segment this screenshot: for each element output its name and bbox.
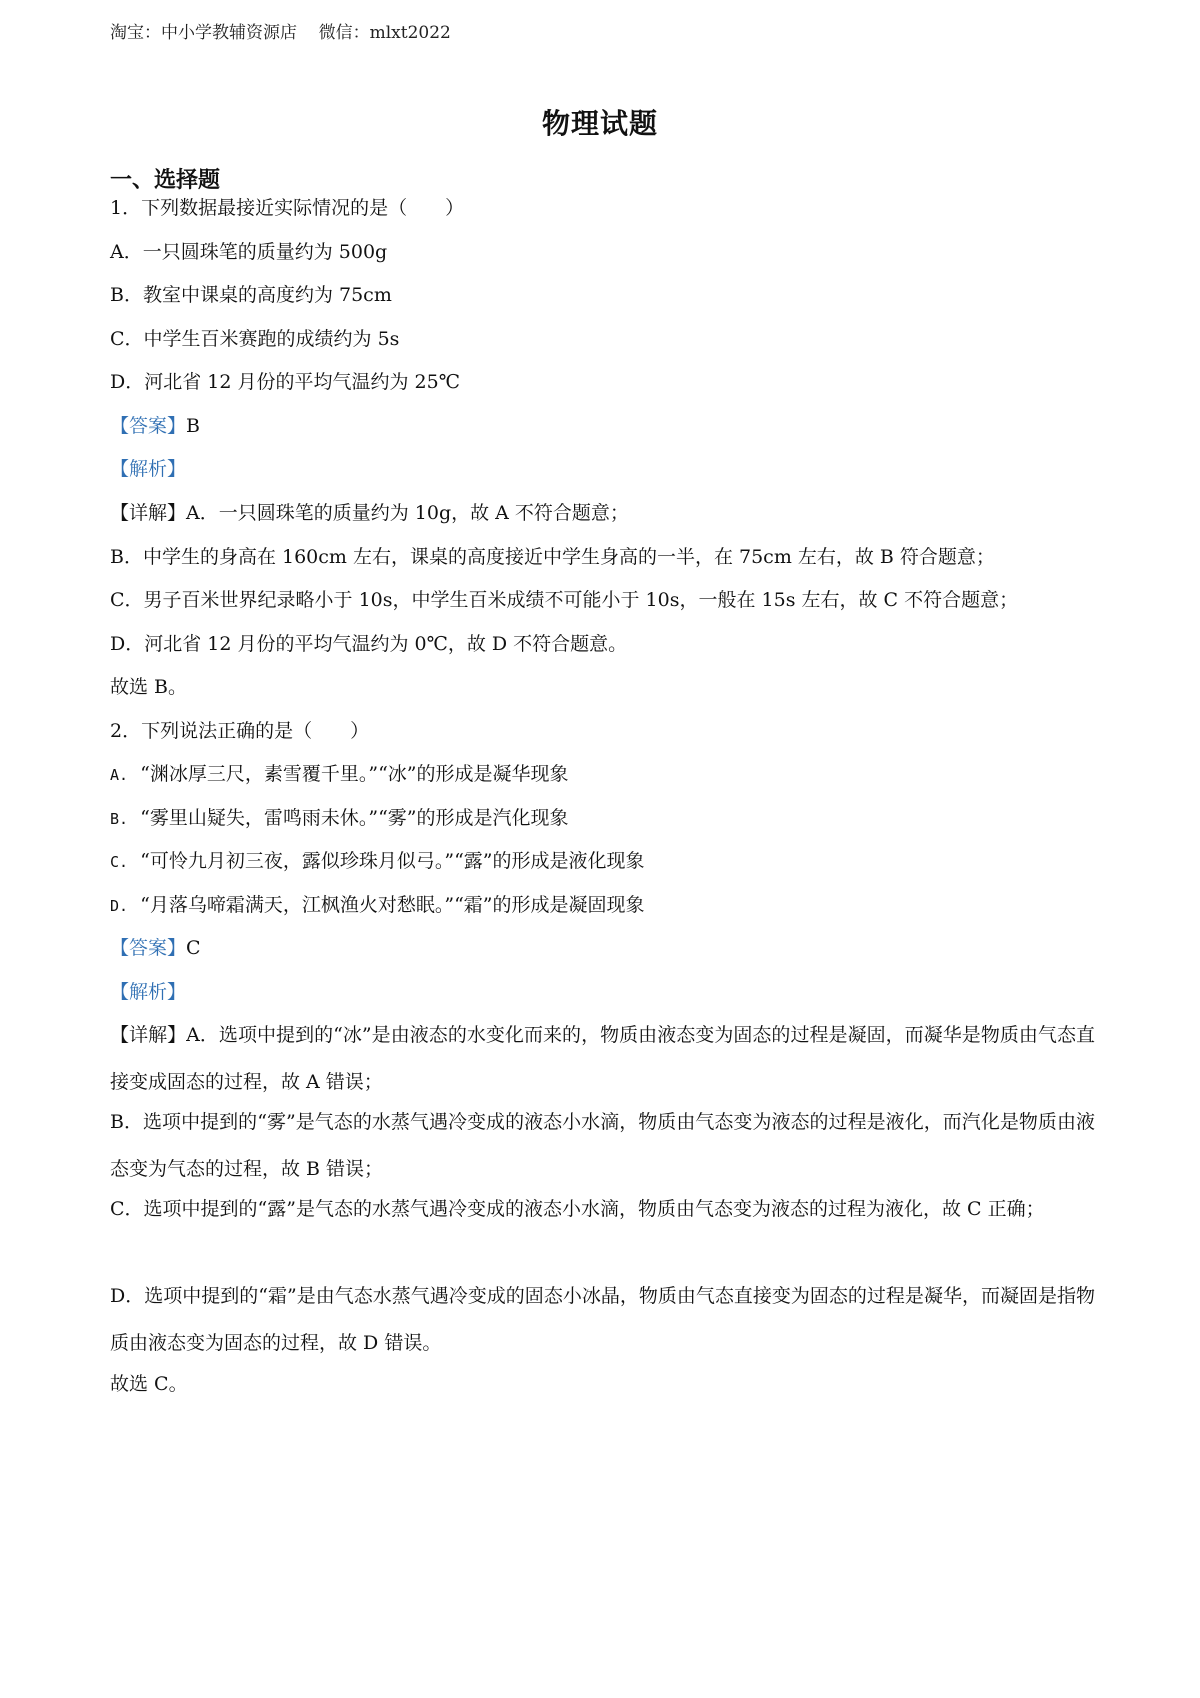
question-2-detail-c: C．选项中提到的“露”是气态的水蒸气遇冷变成的液态小水滴，物质由气态变为液态的过程为液化，故 C 正确； xyxy=(110,1198,1045,1220)
option-text: “雾里山疑失，雷鸣雨未休。”“雾”的形成是汽化现象 xyxy=(140,807,569,829)
document-title: 物理试题 xyxy=(541,107,658,140)
answer-value: C xyxy=(186,937,201,959)
question-1-conclusion: 故选 B。 xyxy=(110,676,188,698)
option-letter: C. xyxy=(110,853,129,871)
option-letter: D. xyxy=(110,897,129,915)
question-1-stem: 1．下列数据最接近实际情况的是（ ） xyxy=(110,197,465,219)
answer-label: 【答案】 xyxy=(110,415,187,437)
question-2-option-d xyxy=(110,893,645,918)
question-2-option-c xyxy=(110,849,645,874)
question-1-detail-a: 【详解】A．一只圆珠笔的质量约为 10g，故 A 不符合题意； xyxy=(110,502,629,524)
question-2-option-a xyxy=(110,762,569,787)
question-2-conclusion: 故选 C。 xyxy=(110,1373,188,1395)
question-2-option-b xyxy=(110,806,569,831)
question-1-detail-c: C．男子百米世界纪录略小于 10s，中学生百米成绩不可能小于 10s，一般在 15s 左右，故 C 不符合题意； xyxy=(110,589,1019,611)
question-1-detail-b: B．中学生的身高在 160cm 左右，课桌的高度接近中学生身高的一半，在 75cm 左右，故 B 符合题意； xyxy=(110,546,995,568)
question-1-analysis-label: 【解析】 xyxy=(110,458,187,480)
section-heading: 一、选择题 xyxy=(110,167,221,193)
option-text: “月落乌啼霜满天，江枫渔火对愁眠。”“霜”的形成是凝固现象 xyxy=(140,894,645,916)
answer-value: B xyxy=(186,415,200,437)
option-letter: A. xyxy=(110,766,129,784)
option-text: “渊冰厚三尺，素雪覆千里。”“冰”的形成是凝华现象 xyxy=(140,763,569,785)
question-1-answer xyxy=(110,414,200,438)
header-watermark-note: 淘宝：中小学教辅资源店 微信：mlxt2022 xyxy=(110,23,451,43)
question-1-option-b: B．教室中课桌的高度约为 75cm xyxy=(110,284,392,306)
answer-label: 【答案】 xyxy=(110,937,187,959)
question-1-option-c: C．中学生百米赛跑的成绩约为 5s xyxy=(110,328,400,350)
question-1-detail-d: D．河北省 12 月份的平均气温约为 0℃，故 D 不符合题意。 xyxy=(110,633,628,655)
question-2-detail-b: B．选项中提到的“雾”是气态的水蒸气遇冷变成的液态小水滴，物质由气态变为液态的过程是液化，而汽化是物质由液态变为气态的过程，故 B 错误； xyxy=(110,1111,1095,1180)
question-2-stem: 2．下列说法正确的是（ ） xyxy=(110,720,370,742)
question-2-detail-d: D．选项中提到的“霜”是由气态水蒸气遇冷变成的固态小冰晶，物质由气态直接变为固态的过程是凝华，而凝固是指物质由液态变为固态的过程，故 D 错误。 xyxy=(110,1285,1095,1354)
question-1-option-a: A．一只圆珠笔的质量约为 500g xyxy=(110,241,388,263)
question-2-detail-a: 【详解】A．选项中提到的“冰”是由液态的水变化而来的，物质由液态变为固态的过程是凝固，而凝华是物质由气态直接变成固态的过程，故 A 错误； xyxy=(110,1024,1095,1093)
question-2-analysis-label: 【解析】 xyxy=(110,981,187,1003)
question-2-answer xyxy=(110,936,201,960)
option-text: “可怜九月初三夜，露似珍珠月似弓。”“露”的形成是液化现象 xyxy=(140,850,645,872)
option-letter: B. xyxy=(110,810,129,828)
question-1-option-d: D．河北省 12 月份的平均气温约为 25℃ xyxy=(110,371,460,393)
